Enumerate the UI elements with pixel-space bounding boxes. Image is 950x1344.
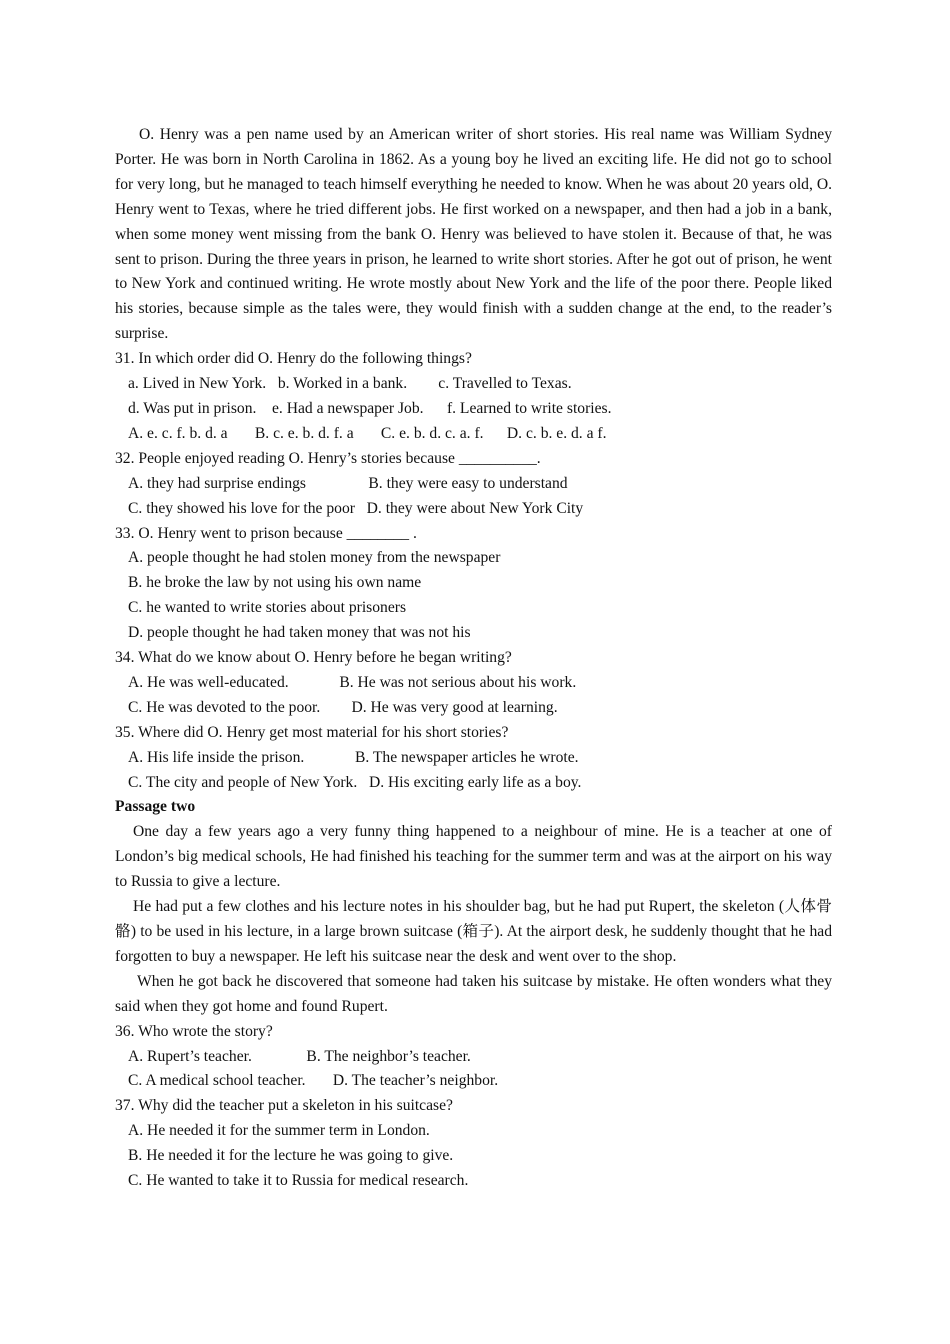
question-35 <box>115 721 832 796</box>
answer-option: B. he broke the law by not using his own name <box>128 574 422 592</box>
answer-options: A. Rupert’s teacher. B. The neighbor’s teacher. <box>128 1047 471 1065</box>
question-34 <box>115 646 832 721</box>
answer-option: A. people thought he had stolen money from the newspaper <box>128 549 501 567</box>
answer-options: A. He was well-educated. B. He was not serious about his work. <box>128 673 577 691</box>
answer-options: C. The city and people of New York. D. His exciting early life as a boy. <box>128 773 582 791</box>
question-stem: 35. Where did O. Henry get most material for his short stories? <box>115 723 509 741</box>
question-33 <box>115 522 832 647</box>
exam-page <box>115 123 832 1194</box>
question-32 <box>115 447 832 522</box>
answer-option: C. he wanted to write stories about prisoners <box>128 599 407 617</box>
answer-option: A. He needed it for the summer term in London. <box>128 1122 430 1140</box>
answer-option: C. He wanted to take it to Russia for medical research. <box>128 1172 469 1190</box>
answer-option: B. He needed it for the lecture he was going to give. <box>128 1147 454 1165</box>
passage-two-paragraph-2: He had put a few clothes and his lecture notes in his shoulder bag, but he had put Rupert, the skeleton (人体骨骼) to be used in his lecture, in a large brown suitcase (箱子). At the airport desk, he suddenly thought that he had forgotten to buy a newspaper. He left his suitcase near the desk and went over to the shop. <box>115 898 832 965</box>
passage-two-paragraph-1: One day a few years ago a very funny thing happened to a neighbour of mine. He is a teacher at one of London’s big medical schools, He had finished his teaching for the summer term and was at the airport on his way to Russia to give a lecture. <box>115 823 832 891</box>
answer-options: C. He was devoted to the poor. D. He was very good at learning. <box>128 698 558 716</box>
passage-one-text: O. Henry was a pen name used by an American writer of short stories. His real name was William Sydney Porter. He was born in North Carolina in 1862. As a young boy he lived an exciting life. He did not go to school for very long, but he managed to teach himself everything he needed to know. When he was about 20 years old, O. Henry went to Texas, where he tried different jobs. He first worked on a newspaper, and then had a job in a bank, when some money went missing from the bank O. Henry was believed to have stolen it. Because of that, he was sent to prison. During the three years in prison, he learned to write short stories. After he got out of prison, he went to New York and continued writing. He wrote mostly about New York and the life of the poor there. People liked his stories, because simple as the tales were, they would finish with a sudden change at the end, to the reader’s surprise. <box>115 126 832 343</box>
passage-two-paragraph-3: When he got back he discovered that someone had taken his suitcase by mistake. He often wonders what they said when they got home and found Rupert. <box>115 972 832 1015</box>
question-stem: 32. People enjoyed reading O. Henry’s stories because __________. <box>115 449 541 467</box>
answer-options: C. A medical school teacher. D. The teacher’s neighbor. <box>128 1072 499 1090</box>
passage-two-heading: Passage two <box>115 798 196 816</box>
question-37 <box>115 1094 832 1194</box>
question-line: a. Lived in New York. b. Worked in a bank. c. Travelled to Texas. <box>128 375 572 393</box>
question-36 <box>115 1020 832 1095</box>
answer-options: C. they showed his love for the poor D. they were about New York City <box>128 499 584 517</box>
question-stem: 37. Why did the teacher put a skeleton in his suitcase? <box>115 1097 453 1115</box>
question-stem: 34. What do we know about O. Henry before he began writing? <box>115 649 512 667</box>
answer-options: A. His life inside the prison. B. The newspaper articles he wrote. <box>128 748 579 766</box>
question-stem: 36. Who wrote the story? <box>115 1022 273 1040</box>
question-31 <box>115 347 832 447</box>
question-line: d. Was put in prison. e. Had a newspaper Job. f. Learned to write stories. <box>128 399 612 417</box>
answer-option: D. people thought he had taken money that was not his <box>128 624 471 642</box>
question-stem: 31. In which order did O. Henry do the following things? <box>115 350 472 368</box>
question-stem: 33. O. Henry went to prison because ________ . <box>115 524 417 542</box>
answer-options: A. e. c. f. b. d. a B. c. e. b. d. f. a C. e. b. d. c. a. f. D. c. b. e. d. a f. <box>128 424 607 442</box>
answer-options: A. they had surprise endings B. they were easy to understand <box>128 474 568 492</box>
